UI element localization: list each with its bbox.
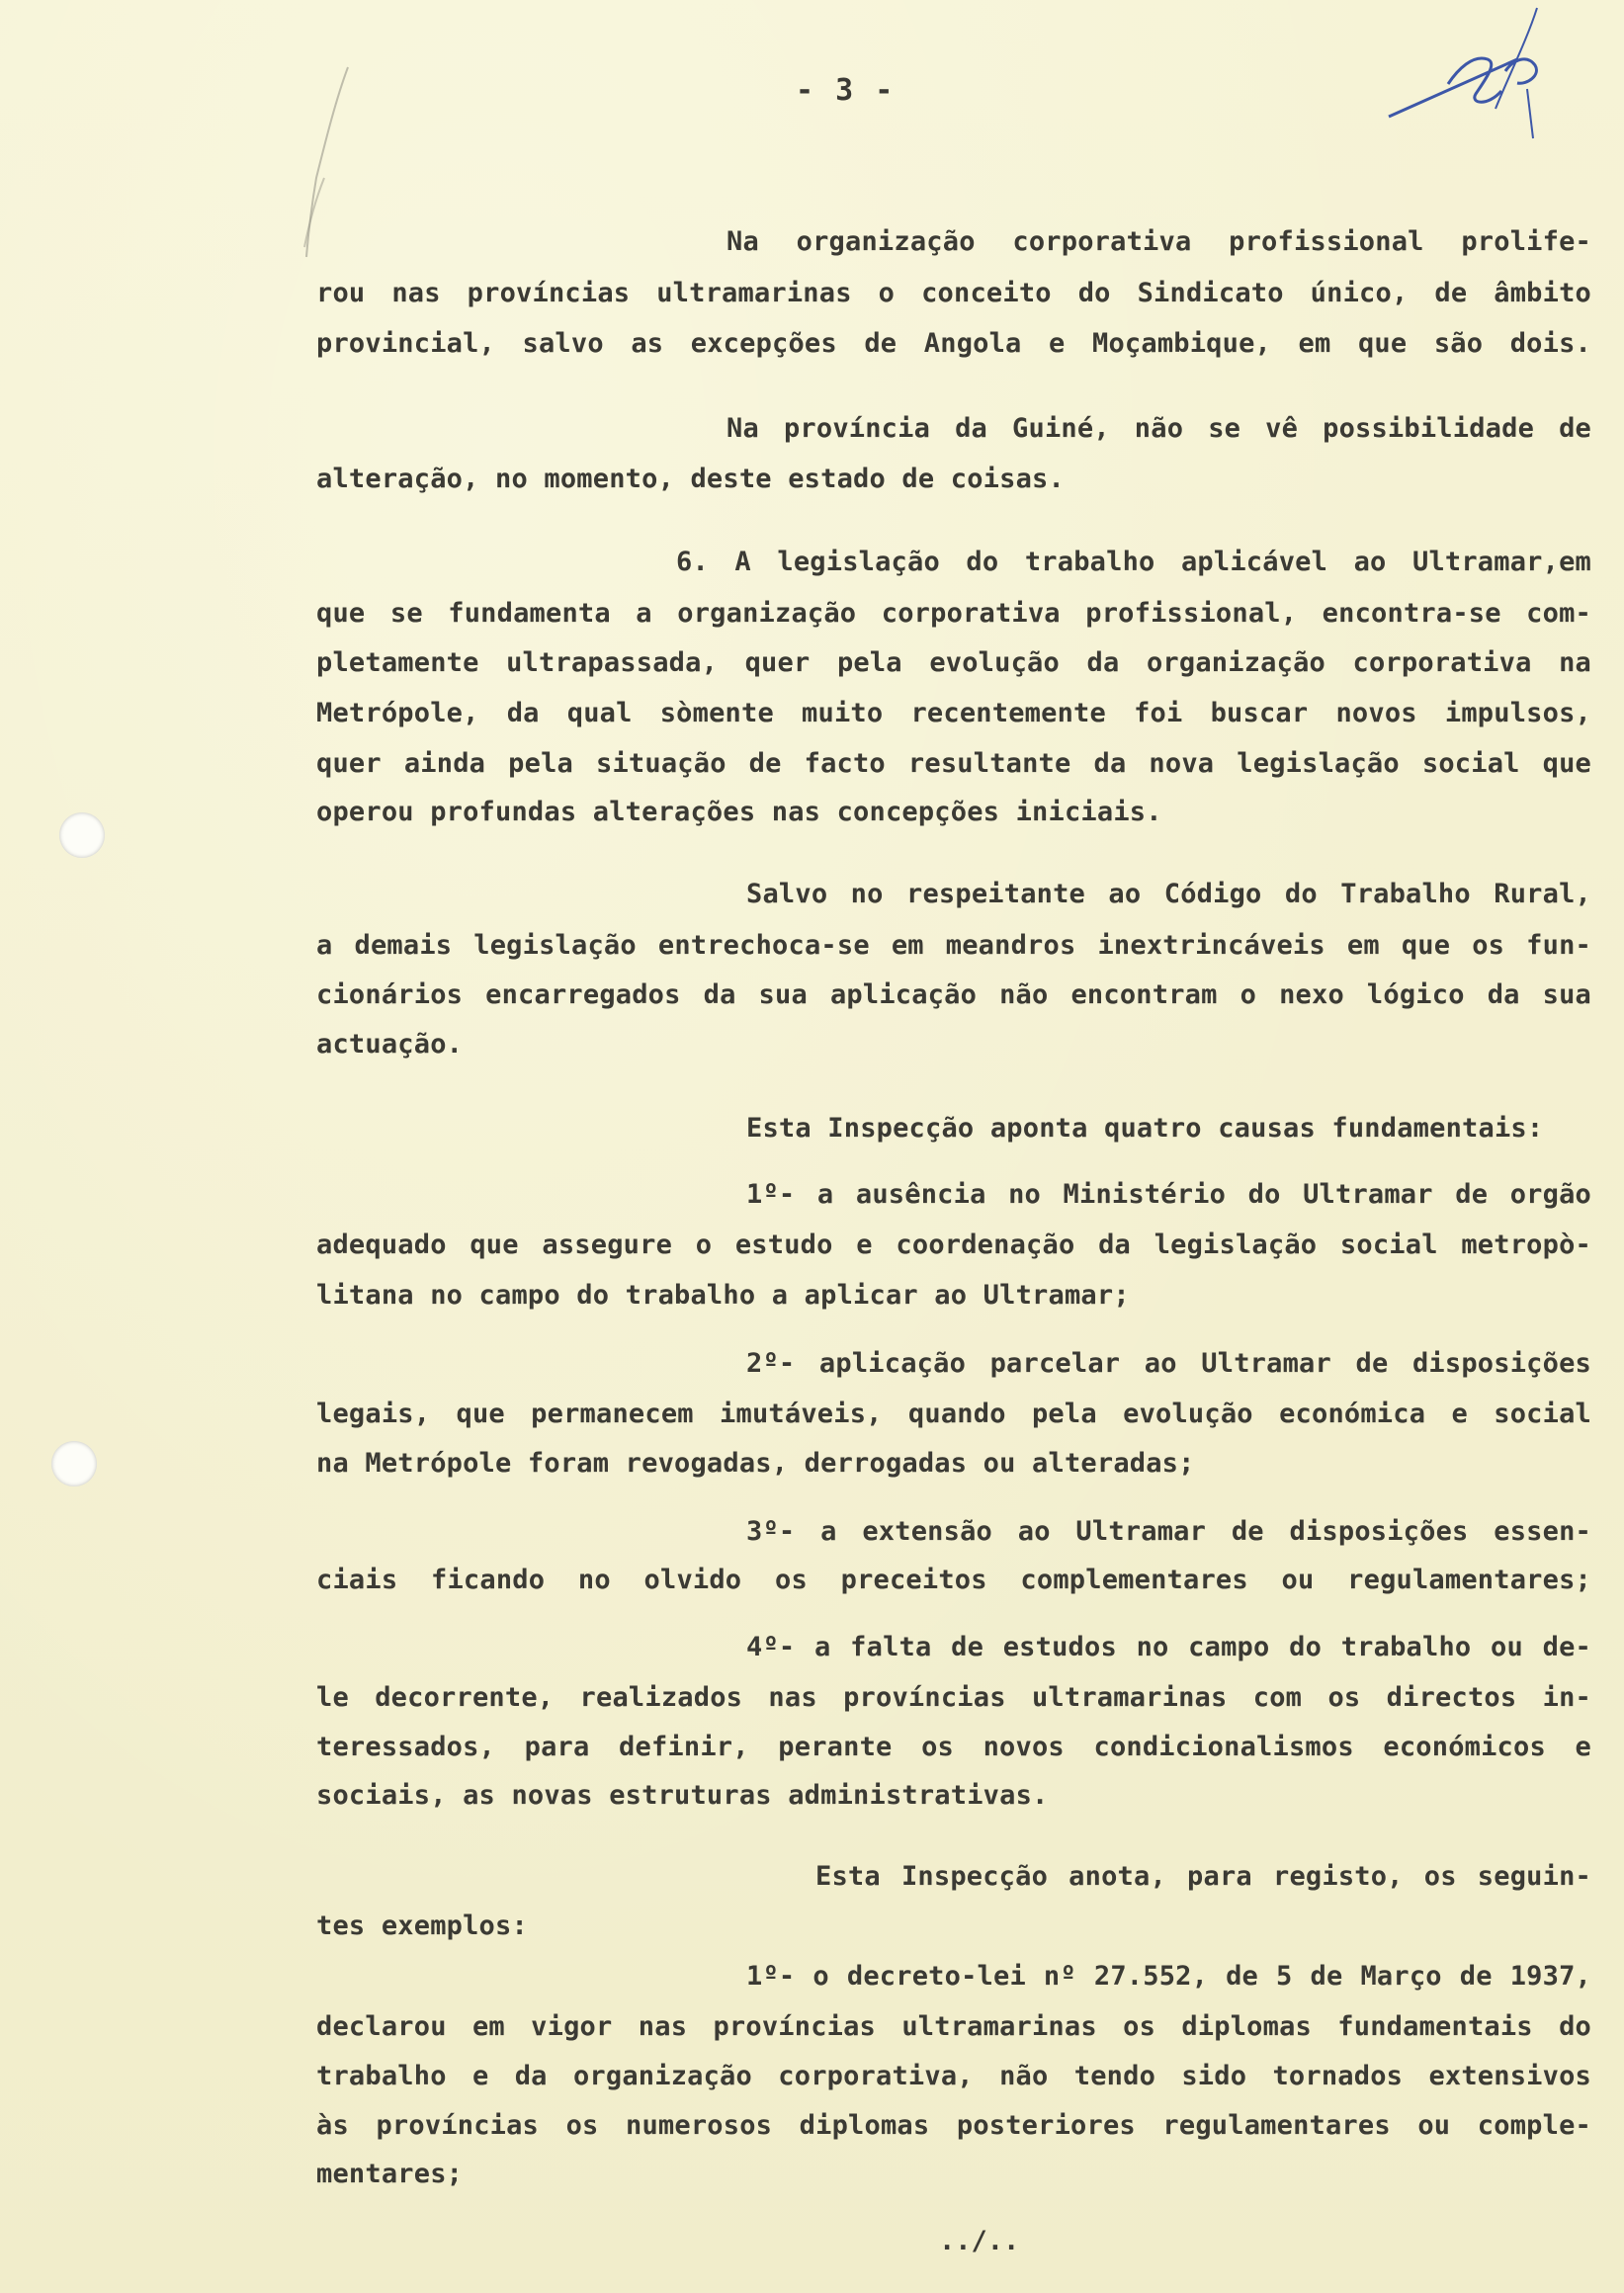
text-line: legais, que permanecem imutáveis, quando pela evolução económica e social xyxy=(316,1399,1591,1429)
text-line: declarou em vigor nas províncias ultramarinas os diplomas fundamentais do xyxy=(316,2011,1591,2042)
text-line: Na província da Guiné, não se vê possibilidade de xyxy=(727,413,1591,444)
text-line: teressados, para definir, perante os novos condicionalismos económicos e xyxy=(316,1732,1591,1762)
text-line: a demais legislação entrechoca-se em meandros inextrincáveis em que os fun- xyxy=(316,930,1591,961)
text-line: Metrópole, da qual sòmente muito recentemente foi buscar novos impulsos, xyxy=(316,698,1591,728)
text-line: Na organização corporativa profissional prolife- xyxy=(727,226,1591,257)
punch-hole-top xyxy=(59,812,105,858)
text-line: sociais, as novas estruturas administrativas. xyxy=(316,1780,1049,1811)
text-line: 1º- a ausência no Ministério do Ultramar de orgão xyxy=(746,1179,1591,1210)
text-line: Esta Inspecção anota, para registo, os seguin- xyxy=(815,1861,1591,1892)
text-line: actuação. xyxy=(316,1029,464,1060)
text-line: pletamente ultrapassada, quer pela evolução da organização corporativa na xyxy=(316,647,1591,678)
text-line: 6. A legislação do trabalho aplicável ao Ultramar,em xyxy=(676,547,1591,577)
text-line: adequado que assegure o estudo e coordenação da legislação social metropò- xyxy=(316,1230,1591,1260)
text-line: Salvo no respeitante ao Código do Trabalho Rural, xyxy=(746,879,1591,909)
text-line: mentares; xyxy=(316,2159,464,2189)
text-line: 1º- o decreto-lei nº 27.552, de 5 de Março de 1937, xyxy=(746,1961,1591,1992)
page-number: - 3 - xyxy=(796,73,896,108)
text-line: na Metrópole foram revogadas, derrogadas ou alteradas; xyxy=(316,1448,1195,1479)
text-line: provincial, salvo as excepções de Angola e Moçambique, em que são dois. xyxy=(316,328,1591,359)
text-line: cionários encarregados da sua aplicação não encontram o nexo lógico da sua xyxy=(316,979,1591,1010)
pencil-mark-icon xyxy=(287,59,366,267)
signature-initials-icon xyxy=(1379,0,1577,148)
text-line: rou nas províncias ultramarinas o conceito do Sindicato único, de âmbito xyxy=(316,278,1591,308)
text-line: 3º- a extensão ao Ultramar de disposições essen- xyxy=(746,1516,1591,1547)
continuation-mark: ../.. xyxy=(939,2226,1020,2256)
text-line: operou profundas alterações nas concepções iniciais. xyxy=(316,797,1162,827)
text-line: que se fundamenta a organização corporativa profissional, encontra-se com- xyxy=(316,598,1591,629)
text-line: ciais ficando no olvido os preceitos complementares ou regulamentares; xyxy=(316,1565,1591,1595)
text-line: às províncias os numerosos diplomas posteriores regulamentares ou comple- xyxy=(316,2110,1591,2141)
punch-hole-bottom xyxy=(51,1441,97,1486)
text-line: 4º- a falta de estudos no campo do trabalho ou de- xyxy=(746,1632,1591,1662)
text-line: trabalho e da organização corporativa, não tendo sido tornados extensivos xyxy=(316,2061,1591,2091)
text-line: le decorrente, realizados nas províncias ultramarinas com os directos in- xyxy=(316,1682,1591,1713)
text-line: litana no campo do trabalho a aplicar ao Ultramar; xyxy=(316,1280,1130,1311)
text-line: tes exemplos: xyxy=(316,1911,528,1941)
text-line: quer ainda pela situação de facto resultante da nova legislação social que xyxy=(316,748,1591,779)
text-line: 2º- aplicação parcelar ao Ultramar de disposições xyxy=(746,1348,1591,1379)
text-line: alteração, no momento, deste estado de coisas. xyxy=(316,464,1065,494)
text-line: Esta Inspecção aponta quatro causas fundamentais: xyxy=(746,1113,1544,1144)
